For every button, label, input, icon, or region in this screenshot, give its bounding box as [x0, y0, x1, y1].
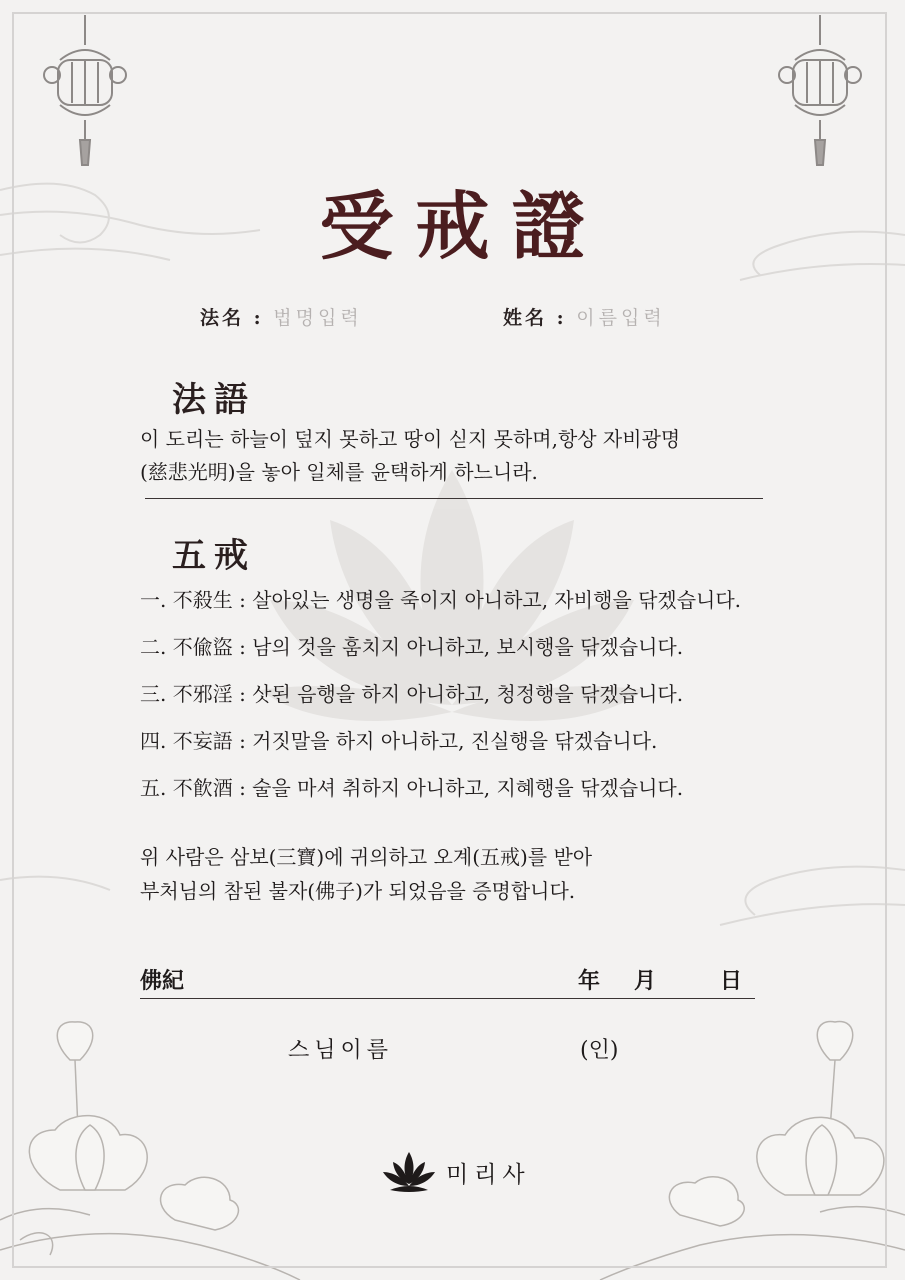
- seal-mark: (인): [580, 1038, 619, 1063]
- five-precepts-heading: 五戒: [172, 536, 256, 576]
- precept-item: 三. 不邪淫 : 삿된 음행을 하지 아니하고, 청정행을 닦겠습니다.: [140, 682, 684, 706]
- dharma-words-text: [140, 423, 780, 489]
- precept-item: 一. 不殺生 : 살아있는 생명을 죽이지 아니하고, 자비행을 닦겠습니다.: [140, 588, 742, 612]
- lay-name-field: [503, 303, 666, 330]
- certification-line: 위 사람은 삼보(三寶)에 귀의하고 오계(五戒)를 받아: [140, 845, 593, 869]
- precept-item: 四. 不妄語 : 거짓말을 하지 아니하고, 진실행을 닦겠습니다.: [140, 729, 658, 753]
- precept-item: 五. 不飮酒 : 술을 마셔 취하지 아니하고, 지혜행을 닦겠습니다.: [140, 776, 684, 800]
- dharma-name-placeholder: 법명입력: [273, 307, 363, 329]
- monk-name: 스님이름: [288, 1038, 394, 1063]
- precept-item: 二. 不偸盜 : 남의 것을 훔치지 아니하고, 보시행을 닦겠습니다.: [140, 635, 684, 659]
- dharma-words-line: 이 도리는 하늘이 덮지 못하고 땅이 싣지 못하며,항상 자비광명: [140, 427, 681, 451]
- lotus-icon: [380, 1150, 438, 1194]
- certification-line: 부처님의 참된 불자(佛子)가 되었음을 증명합니다.: [140, 879, 576, 903]
- certificate-title: 受戒證: [319, 184, 608, 270]
- dharma-name-field: [200, 303, 363, 330]
- lay-name-label: 姓名 :: [503, 307, 567, 329]
- temple-name: 미리사: [446, 1161, 531, 1188]
- month-label: 月: [634, 968, 657, 994]
- certification-text: [140, 840, 780, 908]
- section-divider: [145, 498, 763, 499]
- dharma-words-heading: 法語: [172, 380, 256, 420]
- year-label: 年: [578, 968, 601, 994]
- day-label: 日: [720, 968, 743, 994]
- dharma-name-label: 法名 :: [200, 307, 264, 329]
- buddhist-era-label: 佛紀: [140, 968, 185, 994]
- dharma-words-line: (慈悲光明)을 놓아 일체를 윤택하게 하느니라.: [140, 460, 538, 484]
- temple-footer: [380, 1150, 531, 1194]
- date-underline: [140, 998, 755, 999]
- lay-name-placeholder: 이름입력: [576, 307, 666, 329]
